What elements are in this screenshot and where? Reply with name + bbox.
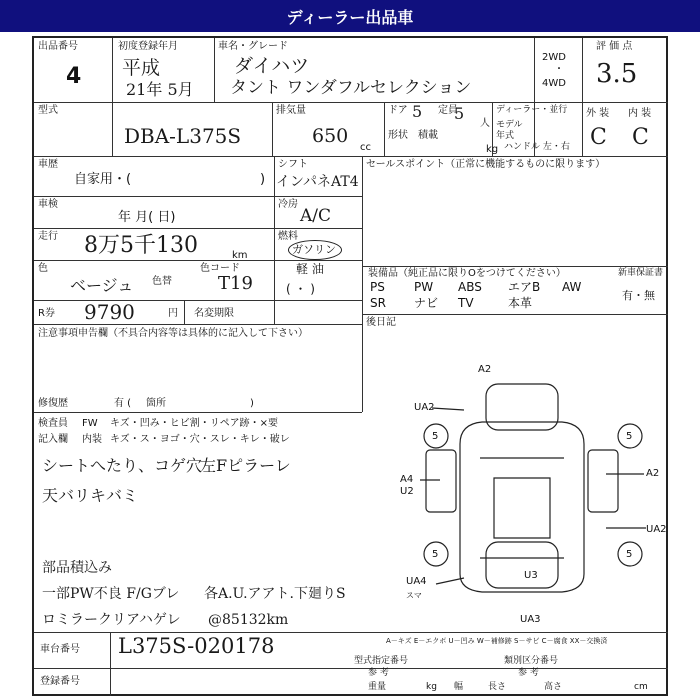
inspector-fw: FW <box>82 418 98 429</box>
mark-a2-right: A2 <box>646 468 660 479</box>
capacity-value: 5 <box>454 104 465 123</box>
load-label: 積載 <box>418 130 438 141</box>
class-ref: 参 考 <box>518 668 539 678</box>
note-line-3: 部品積込み <box>42 560 112 576</box>
mark-5a: 5 <box>432 431 439 442</box>
history-close: ) <box>260 172 266 187</box>
note-line-5: ロミラークリアハゲレ <box>42 612 181 628</box>
damage-legend: A－キズ E－エクボ U－凹み W－補修跡 S－サビ C－腐食 XX－交換済 <box>386 637 608 645</box>
note-line-1b: 左Fピラーレ <box>200 456 291 475</box>
recolor-label: 色替 <box>152 276 172 287</box>
cc-unit: cc <box>360 142 371 153</box>
equipment-item: ABS <box>458 280 482 294</box>
lot-number: 4 <box>66 64 82 89</box>
int-value: C <box>632 125 649 150</box>
handle-label: ハンドル 左・右 <box>504 142 570 152</box>
inspector-label: 検査員 <box>38 418 68 429</box>
mark-5c: 5 <box>432 549 439 560</box>
equipment-item: 本革 <box>508 296 533 310</box>
weight-label: 重量 <box>368 682 387 692</box>
inspector-items: キズ・凹み・ヒビ割・リペア跡・×要 <box>110 418 278 429</box>
cert-ref: 参 考 <box>368 668 389 678</box>
mark-ua4: UA4 <box>406 576 427 587</box>
color-value: ベージュ <box>70 276 134 295</box>
maker-value: ダイハツ <box>234 55 310 77</box>
color-label: 色 <box>38 263 48 274</box>
cc-value: 650 <box>312 125 349 147</box>
ticket-unit: 円 <box>168 308 178 319</box>
notes-label: 注意事項申告欄（不具合内容等は具体的に記入して下さい） <box>38 328 308 339</box>
repair-place: 箇所 <box>146 398 166 409</box>
note-line-2: 天バリキバミ <box>42 486 139 505</box>
height-label: 高さ <box>544 682 563 692</box>
chassis-value: L375S-020178 <box>118 634 275 658</box>
ac-label: 冷房 <box>278 199 298 210</box>
auction-sheet <box>32 36 668 696</box>
ext-value: C <box>590 125 607 150</box>
model-value: タント ワンダフルセレクション <box>230 78 472 98</box>
ext-label: 外 装 <box>586 108 610 119</box>
history-value: 自家用・( <box>74 172 132 187</box>
type-value: DBA-L375S <box>124 124 242 148</box>
mark-ua2-right: UA2 <box>646 524 667 535</box>
grade-label: 評 価 点 <box>596 41 633 52</box>
cert-label: 型式指定番号 <box>354 656 409 666</box>
door-label: ドア <box>388 105 408 116</box>
shift-label: シフト <box>278 159 308 170</box>
weight-unit: kg <box>426 682 437 692</box>
equipment-item: PW <box>414 280 434 294</box>
load-unit: kg <box>486 144 499 155</box>
interior-items: キズ・ス・ヨゴ・穴・スレ・キレ・破レ <box>110 434 290 445</box>
warranty-label: 新車保証書 <box>618 268 664 278</box>
mark-a2-top: A2 <box>478 364 492 375</box>
fuel-label: 燃料 <box>278 231 298 242</box>
equipment-item: AW <box>562 280 582 294</box>
repair-label: 修復歴 <box>38 398 68 409</box>
interior-label: 内装 <box>82 434 102 445</box>
note-line-5b: @85132km <box>208 612 289 628</box>
reg-label: 登録番号 <box>40 676 80 687</box>
mark-a4: A4 <box>400 474 414 485</box>
warranty-value: 有・無 <box>622 289 655 302</box>
fuel-alt: 軽 油 <box>296 262 324 276</box>
dealer-label: ディーラー・並行 <box>496 105 568 115</box>
capacity-label: 定員 <box>438 105 458 116</box>
fuel-value: ガソリン <box>292 243 336 256</box>
mark-u2: U2 <box>400 486 414 497</box>
mileage-unit: km <box>232 250 248 261</box>
first-reg-label: 初度登録年月 <box>118 41 178 52</box>
inspection-value: 年 月( 日) <box>118 210 176 225</box>
length-label: 長さ <box>488 682 507 692</box>
lot-label: 出品番号 <box>38 41 78 52</box>
color-code-value: T19 <box>218 273 253 294</box>
sales-label: セールスポイント（正常に機能するものに限ります） <box>366 159 606 170</box>
equipment-item: PS <box>370 280 385 294</box>
wd4-label: 4WD <box>542 78 566 89</box>
car-label: 車名・グレード <box>218 41 288 52</box>
note-line-4: 一部PW不良 F/Gブレ <box>42 586 180 602</box>
capacity-unit: 人 <box>480 118 490 129</box>
inspection-label: 車検 <box>38 199 58 210</box>
banner-title: ディーラー出品車 <box>286 7 414 27</box>
note-line-4b: 各A.U.アアト.下廻りS <box>204 586 346 602</box>
equipment-label: 装備品（純正品に限りOをつけてください） <box>368 268 566 279</box>
page-banner <box>0 0 700 32</box>
equipment-item: SR <box>370 296 386 310</box>
mileage-value: 8万5千130 <box>84 233 198 258</box>
mark-ua3: UA3 <box>520 614 541 625</box>
mileage-label: 走行 <box>38 231 58 242</box>
cc-label: 排気量 <box>276 105 306 116</box>
ac-value: A/C <box>300 206 332 226</box>
mark-5b: 5 <box>626 431 633 442</box>
era-value: 平成 <box>122 57 161 79</box>
mark-ua2-top: UA2 <box>414 402 435 413</box>
int-label: 内 装 <box>628 108 652 119</box>
ticket-value: 9790 <box>84 300 135 324</box>
chassis-label: 車台番号 <box>40 644 80 655</box>
color-code-label: 色コード <box>200 263 240 274</box>
equipment-item: TV <box>458 296 474 310</box>
model-year-label: モデル 年式 <box>496 120 523 141</box>
equipment-item: ナビ <box>414 296 439 310</box>
shift-value: インパネAT4 <box>276 174 359 190</box>
name-change-label: 名変期限 <box>194 308 234 319</box>
repair-value: 有 ( <box>114 398 132 409</box>
cm-unit: cm <box>634 682 648 692</box>
type-label: 型式 <box>38 105 58 116</box>
history-label: 車歴 <box>38 159 58 170</box>
wd2-label: 2WD <box>542 52 566 63</box>
wd-dot: ・ <box>554 64 564 75</box>
entry-label: 記入欄 <box>38 434 68 445</box>
equipment-item: エアB <box>508 280 541 294</box>
mark-suma: スマ <box>406 591 422 600</box>
fuel-paren: ( ・ ) <box>286 282 315 296</box>
shape-label: 形状 <box>388 130 408 141</box>
rear-note-label: 後日記 <box>366 317 396 328</box>
mark-u3: U3 <box>524 570 538 581</box>
door-value: 5 <box>412 102 423 121</box>
ticket-label: R券 <box>38 308 55 319</box>
class-label: 類別区分番号 <box>504 656 559 666</box>
grade-value: 3.5 <box>596 59 638 89</box>
car-diagram <box>34 38 670 698</box>
mark-5d: 5 <box>626 549 633 560</box>
width-label: 幅 <box>454 682 464 692</box>
note-line-1: シートへたり、コゲ穴 <box>42 456 203 475</box>
year-month-value: 21年 5月 <box>126 80 194 99</box>
repair-close: ) <box>250 398 254 409</box>
